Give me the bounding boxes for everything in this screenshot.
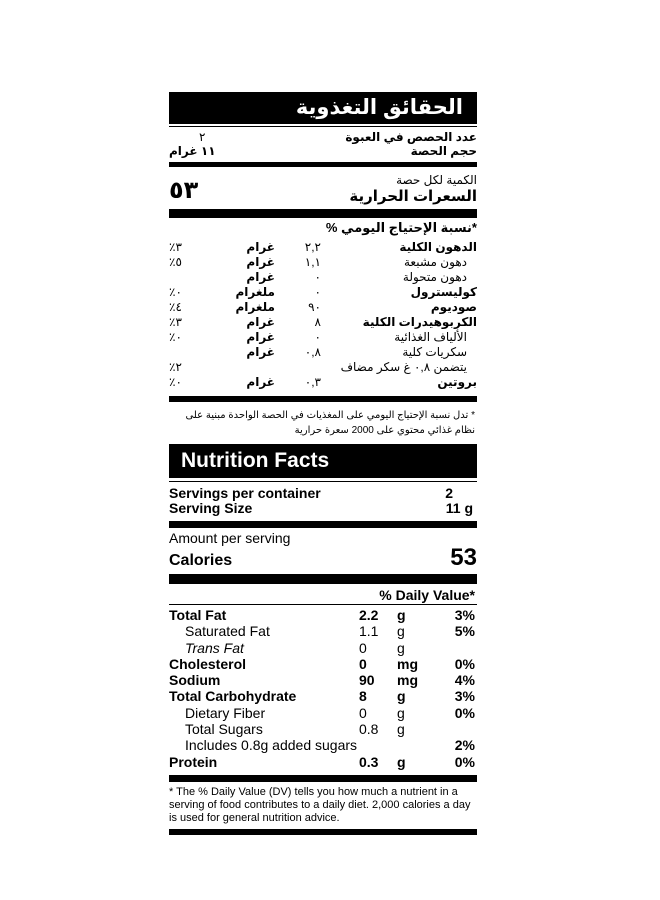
arabic-nutrition-panel xyxy=(169,92,477,447)
english-nutrient-unit: g xyxy=(397,623,405,640)
divider xyxy=(169,126,477,127)
arabic-title: الحقائق التغذوية xyxy=(169,92,477,124)
arabic-servings-row xyxy=(169,130,477,144)
english-nutrient-unit: g xyxy=(397,639,405,656)
english-nutrient-amount: 90 xyxy=(359,672,375,689)
arabic-nutrient-name: بروتين xyxy=(437,375,477,389)
arabic-nutrient-dv xyxy=(169,345,219,360)
arabic-dv-header-row xyxy=(169,220,477,236)
arabic-nutrient-name: الألياف الغذائية xyxy=(394,330,467,344)
english-nutrient-name: Total Carbohydrate xyxy=(169,688,297,705)
english-nutrient-unit xyxy=(397,737,439,753)
arabic-nutrient-name: سكريات كلية xyxy=(402,345,467,359)
english-nutrition-panel xyxy=(169,444,477,824)
arabic-nutrient-dv: ٠٪ xyxy=(169,285,182,299)
english-nutrient-amount xyxy=(359,737,397,753)
english-footnote: * The % Daily Value (DV) tells you how much a nutrient in a serving of food contributes to a daily diet. 2,000 calories a day is used for general nutrition advice. xyxy=(169,785,471,824)
english-nutrient-name: Protein xyxy=(169,753,218,770)
divider xyxy=(169,574,477,584)
arabic-nutrient-unit: ملغرام xyxy=(235,300,275,314)
divider xyxy=(169,481,477,482)
arabic-nutrient-amount: ٠ xyxy=(314,330,321,344)
english-servings-row xyxy=(169,486,477,501)
arabic-nutrient-name: الدهون الكلية xyxy=(399,240,477,254)
english-nutrient-dv: 5% xyxy=(454,623,475,640)
arabic-footnote: * تدل نسبة الإحتياج اليومي على المغذيات في الحصة الواحدة مبنية على نظام غذائي محتوي على 2000 سعرة حرارية xyxy=(185,410,475,436)
english-title: Nutrition Facts xyxy=(169,444,477,478)
arabic-nutrient-amount: ٨ xyxy=(314,315,321,329)
english-nutrient-dv: 0% xyxy=(454,753,475,770)
arabic-nutrient-amount xyxy=(275,360,321,375)
arabic-nutrient-name: صوديوم xyxy=(430,300,477,314)
arabic-nutrient-unit xyxy=(219,360,275,375)
english-dv-header: % Daily Value* xyxy=(379,587,475,603)
english-nutrient-unit: mg xyxy=(397,655,418,672)
arabic-nutrient-dv: ٤٪ xyxy=(169,300,182,314)
english-nutrient-unit: g xyxy=(397,704,405,721)
divider xyxy=(169,604,477,605)
arabic-nutrient-amount: ٠ xyxy=(314,285,321,299)
divider xyxy=(169,829,477,835)
arabic-nutrient-name: كوليسترول xyxy=(410,285,477,299)
arabic-nutrient-name: دهون مشبعة xyxy=(404,255,467,269)
arabic-serving-size-label: حجم الحصة xyxy=(410,144,477,158)
arabic-nutrient-table xyxy=(169,240,477,390)
english-nutrient-amount: 8 xyxy=(359,688,367,705)
english-nutrient-dv: 2% xyxy=(454,737,475,754)
english-servings-label: Servings per container xyxy=(169,485,321,501)
english-nutrient-unit: g xyxy=(397,753,406,770)
english-nutrient-unit: g xyxy=(397,688,406,705)
english-nutrient-name: Total Fat xyxy=(169,607,227,623)
arabic-nutrient-unit: غرام xyxy=(246,240,275,254)
english-serving-size-row xyxy=(169,501,477,516)
english-nutrient-name: Cholesterol xyxy=(169,655,247,672)
arabic-nutrient-unit: غرام xyxy=(246,270,275,284)
english-nutrient-name: Saturated Fat xyxy=(185,623,270,640)
english-nutrient-dv: 3% xyxy=(454,607,475,623)
english-calories-value: 53 xyxy=(450,544,477,571)
divider xyxy=(169,521,477,528)
arabic-servings-label: عدد الحصص في العبوة xyxy=(345,130,477,144)
divider xyxy=(169,209,477,218)
english-nutrient-unit: g xyxy=(397,607,406,623)
arabic-nutrient-unit: غرام xyxy=(246,345,275,359)
arabic-calories-row xyxy=(169,173,477,205)
arabic-nutrient-amount: ٩٠ xyxy=(308,300,321,314)
english-nutrient-table xyxy=(169,607,477,770)
arabic-nutrient-amount: ٠ xyxy=(314,270,321,284)
arabic-nutrient-unit: ملغرام xyxy=(235,285,275,299)
arabic-nutrient-name: الكربوهيدرات الكلية xyxy=(362,315,477,329)
english-nutrient-unit: g xyxy=(397,721,405,738)
english-nutrient-name: Includes 0.8g added sugars xyxy=(185,737,358,754)
english-calories-label: Calories xyxy=(169,552,233,569)
english-nutrient-amount: 0 xyxy=(359,655,367,672)
arabic-nutrient-name: يتضمن ٠,٨ غ سكر مضاف xyxy=(340,360,467,374)
arabic-nutrient-unit: غرام xyxy=(246,315,275,329)
arabic-nutrient-dv: ٠٪ xyxy=(169,375,182,389)
arabic-servings-value: ٢ xyxy=(199,130,206,144)
arabic-dv-header: *نسبة الإحتياج اليومي % xyxy=(325,220,477,235)
english-nutrient-name: Trans Fat xyxy=(185,639,244,656)
arabic-amount-label: الكمية لكل حصة xyxy=(396,173,477,187)
arabic-nutrient-dv: ٣٪ xyxy=(169,240,182,254)
english-nutrient-dv: 3% xyxy=(454,688,475,705)
english-serving-size-label: Serving Size xyxy=(169,500,253,516)
divider xyxy=(169,396,477,402)
arabic-nutrient-unit: غرام xyxy=(246,330,275,344)
english-nutrient-dv: 4% xyxy=(454,672,475,689)
english-nutrient-dv: 0% xyxy=(454,655,475,672)
english-nutrient-unit: mg xyxy=(397,672,418,689)
english-nutrient-name: Dietary Fiber xyxy=(185,704,266,721)
english-nutrient-amount: 2.2 xyxy=(359,607,379,623)
arabic-serving-size-row xyxy=(169,144,477,158)
english-calories-block xyxy=(169,531,477,570)
arabic-nutrient-dv: ٣٪ xyxy=(169,315,182,329)
arabic-nutrient-dv: ٠٪ xyxy=(169,330,182,344)
arabic-nutrient-unit: غرام xyxy=(246,375,275,389)
english-nutrient-name: Sodium xyxy=(169,672,221,689)
english-nutrient-amount: 1.1 xyxy=(359,623,379,640)
english-nutrient-name: Total Sugars xyxy=(185,721,263,738)
arabic-nutrient-dv: ٥٪ xyxy=(169,255,182,269)
english-servings-value: 2 xyxy=(445,485,453,501)
english-nutrient-dv xyxy=(439,640,477,656)
arabic-nutrient-name: دهون متحولة xyxy=(402,270,467,284)
arabic-nutrient-amount: ٠,٣ xyxy=(304,375,321,389)
arabic-nutrient-amount: ١,١ xyxy=(304,255,321,269)
english-nutrient-dv xyxy=(439,721,477,737)
arabic-nutrient-amount: ٠,٨ xyxy=(304,345,321,359)
english-nutrient-amount: 0 xyxy=(359,639,367,656)
arabic-calories-value: ٥٣ xyxy=(169,177,199,204)
arabic-nutrient-amount: ٢,٢ xyxy=(304,240,321,254)
english-nutrient-amount: 0.3 xyxy=(359,753,379,770)
english-nutrient-amount: 0.8 xyxy=(359,721,379,738)
arabic-nutrient-dv xyxy=(169,270,219,285)
arabic-calories-label: السعرات الحرارية xyxy=(349,188,477,205)
english-nutrient-amount: 0 xyxy=(359,704,367,721)
divider xyxy=(169,775,477,782)
english-serving-size-value: 11 g xyxy=(445,500,473,516)
english-amount-label: Amount per serving xyxy=(169,530,291,546)
arabic-nutrient-unit: غرام xyxy=(246,255,275,269)
english-nutrient-dv: 0% xyxy=(454,704,475,721)
arabic-serving-size-value: ١١ غرام xyxy=(169,144,216,158)
arabic-nutrient-dv: ٢٪ xyxy=(169,360,182,374)
divider xyxy=(169,162,477,167)
